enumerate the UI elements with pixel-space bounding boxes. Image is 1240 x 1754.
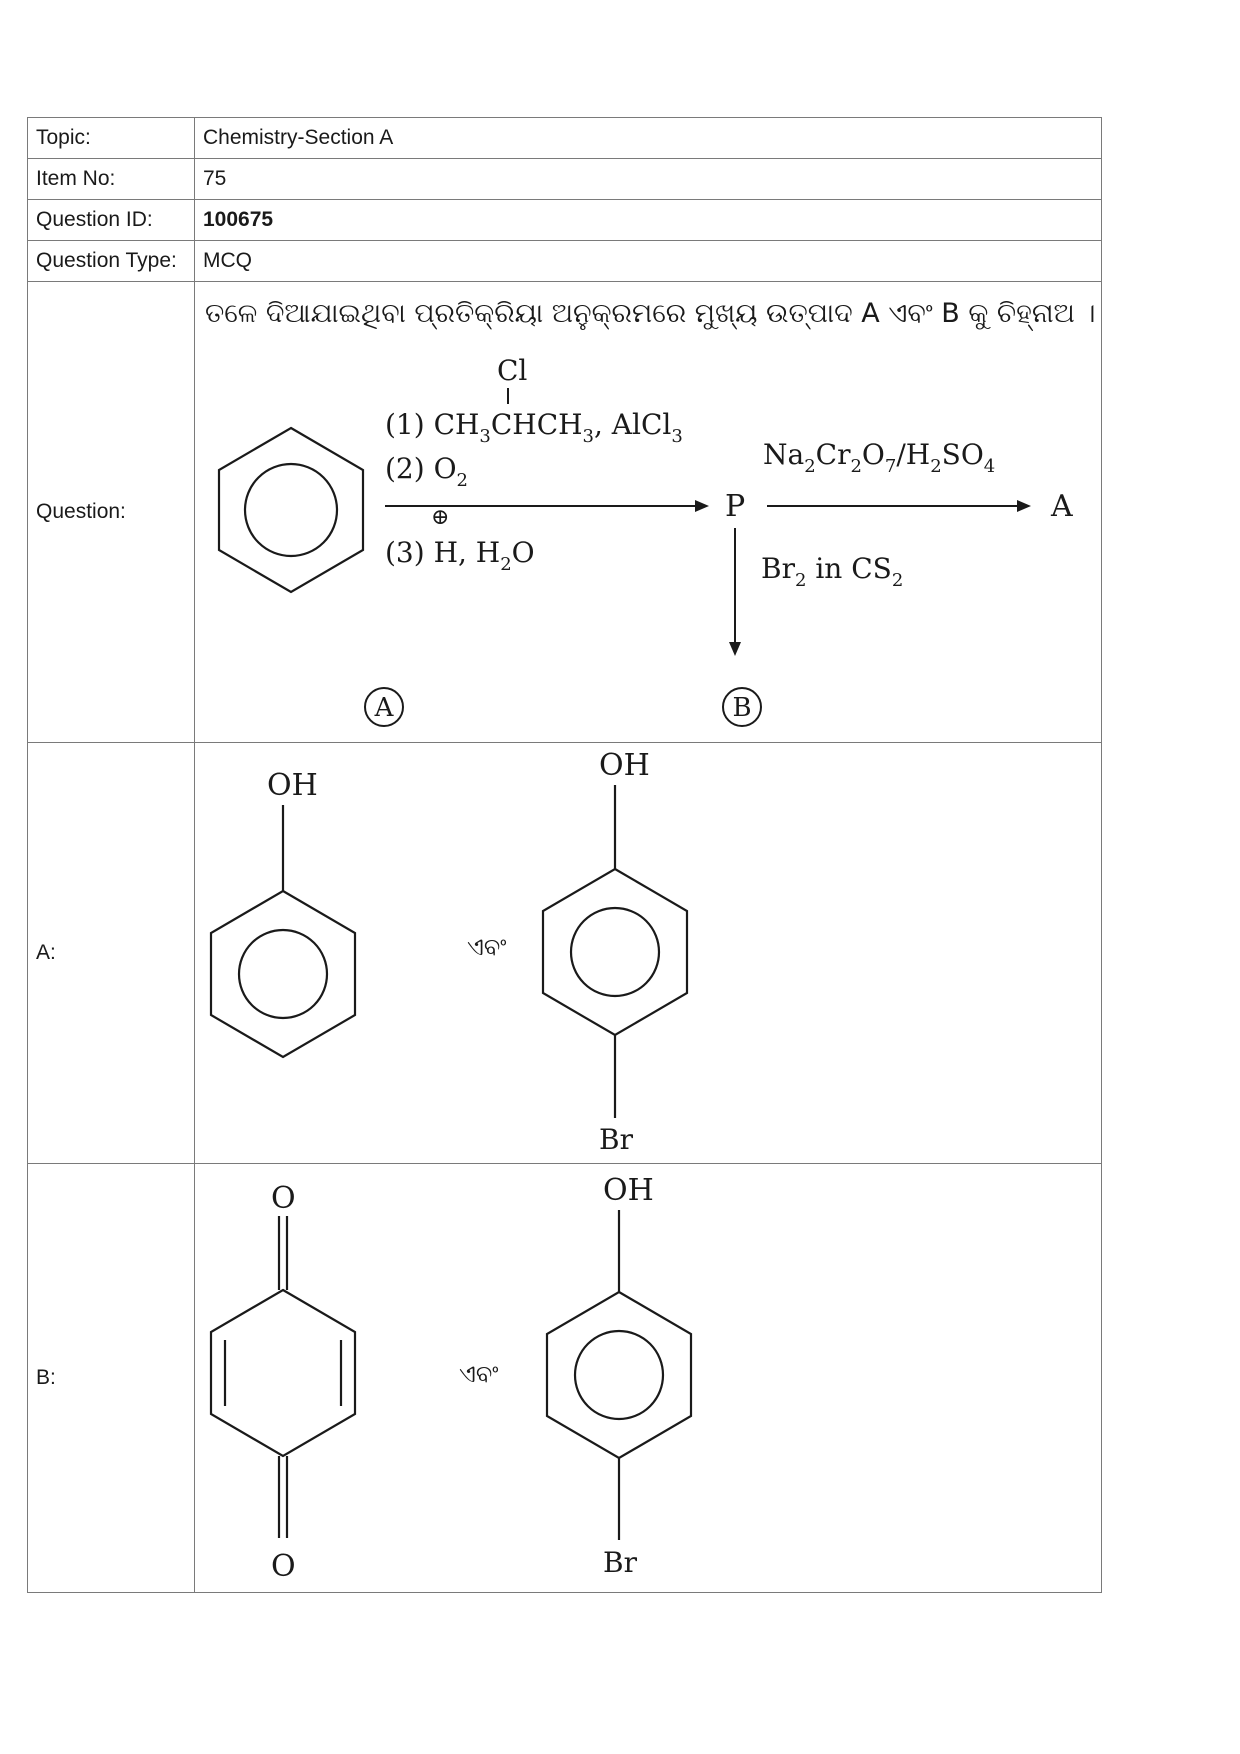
arrow-head-3	[729, 642, 741, 656]
h-plus-charge: ⊕	[431, 505, 450, 530]
oxidation-reagent: $Na_2Cr_2O_7/H_2SO_4$	[763, 438, 996, 477]
step3-reagent: (3) H, $H_2O$	[385, 536, 535, 575]
option-b-figure-cell	[195, 1164, 1102, 1593]
arrow-head-1	[695, 500, 709, 512]
topic-label: Topic:	[28, 118, 195, 159]
phenol-structure	[211, 805, 355, 1057]
reagent-cl: Cl	[497, 354, 528, 387]
question-table	[27, 117, 1102, 1593]
bromophenol-oh-b: OH	[603, 1173, 654, 1208]
and-word-a: ଏବଂ	[467, 933, 507, 961]
bromination-reagent: $Br_2$ in $CS_2$	[761, 552, 904, 591]
option-a-structures	[195, 743, 1101, 1163]
benzoquinone-structure	[211, 1216, 355, 1538]
step2-reagent: (2) $O_2$	[385, 452, 468, 491]
quinone-top-o: O	[271, 1181, 296, 1216]
option-b-structures	[195, 1164, 1101, 1592]
arrow-head-2	[1017, 500, 1031, 512]
option-a-row	[28, 743, 1102, 1164]
question-type-value: MCQ	[195, 241, 1102, 282]
topic-row	[28, 118, 1102, 159]
item-label: Item No:	[28, 159, 195, 200]
question-id-label: Question ID:	[28, 200, 195, 241]
question-type-label: Question Type:	[28, 241, 195, 282]
intermediate-p: P	[725, 489, 746, 524]
and-word-b: ଏବଂ	[459, 1360, 499, 1388]
bromophenol-oh-a: OH	[599, 748, 650, 783]
question-type-row	[28, 241, 1102, 282]
topic-value: Chemistry-Section A	[195, 118, 1102, 159]
question-label: Question:	[28, 282, 195, 743]
option-b-row	[28, 1164, 1102, 1593]
option-a-label: A:	[28, 743, 195, 1164]
option-a-figure-cell	[195, 743, 1102, 1164]
quinone-bottom-o: O	[271, 1549, 296, 1584]
bromophenol-structure-b	[547, 1210, 691, 1540]
reaction-scheme	[195, 282, 1101, 742]
bromophenol-structure-a	[543, 785, 687, 1118]
phenol-oh: OH	[267, 768, 318, 803]
item-value: 75	[195, 159, 1102, 200]
question-figure-cell	[195, 282, 1102, 743]
circle-b-label: B	[732, 693, 752, 723]
bromophenol-br-a: Br	[599, 1123, 633, 1156]
bromophenol-br-b: Br	[603, 1546, 637, 1579]
question-row	[28, 282, 1102, 743]
product-a: A	[1051, 489, 1073, 524]
option-b-label: B:	[28, 1164, 195, 1593]
circle-a-label: A	[374, 693, 394, 723]
question-text: ତଳେ ଦିଆଯାଇଥିବା ପ୍ରତିକ୍ରିୟା ଅନୁକ୍ରମରେ ମୁଖ୍ୟ ଉତ୍ପାଦ A ଏବଂ B କୁ ଚିହ୍ନାଅ ।	[205, 298, 1096, 329]
benzene-structure	[219, 428, 363, 592]
question-id-row	[28, 200, 1102, 241]
question-id-value: 100675	[195, 200, 1102, 241]
step1-reagent: (1) $CH_3CHCH_3$, AlCl$_3$	[385, 408, 683, 447]
item-row	[28, 159, 1102, 200]
